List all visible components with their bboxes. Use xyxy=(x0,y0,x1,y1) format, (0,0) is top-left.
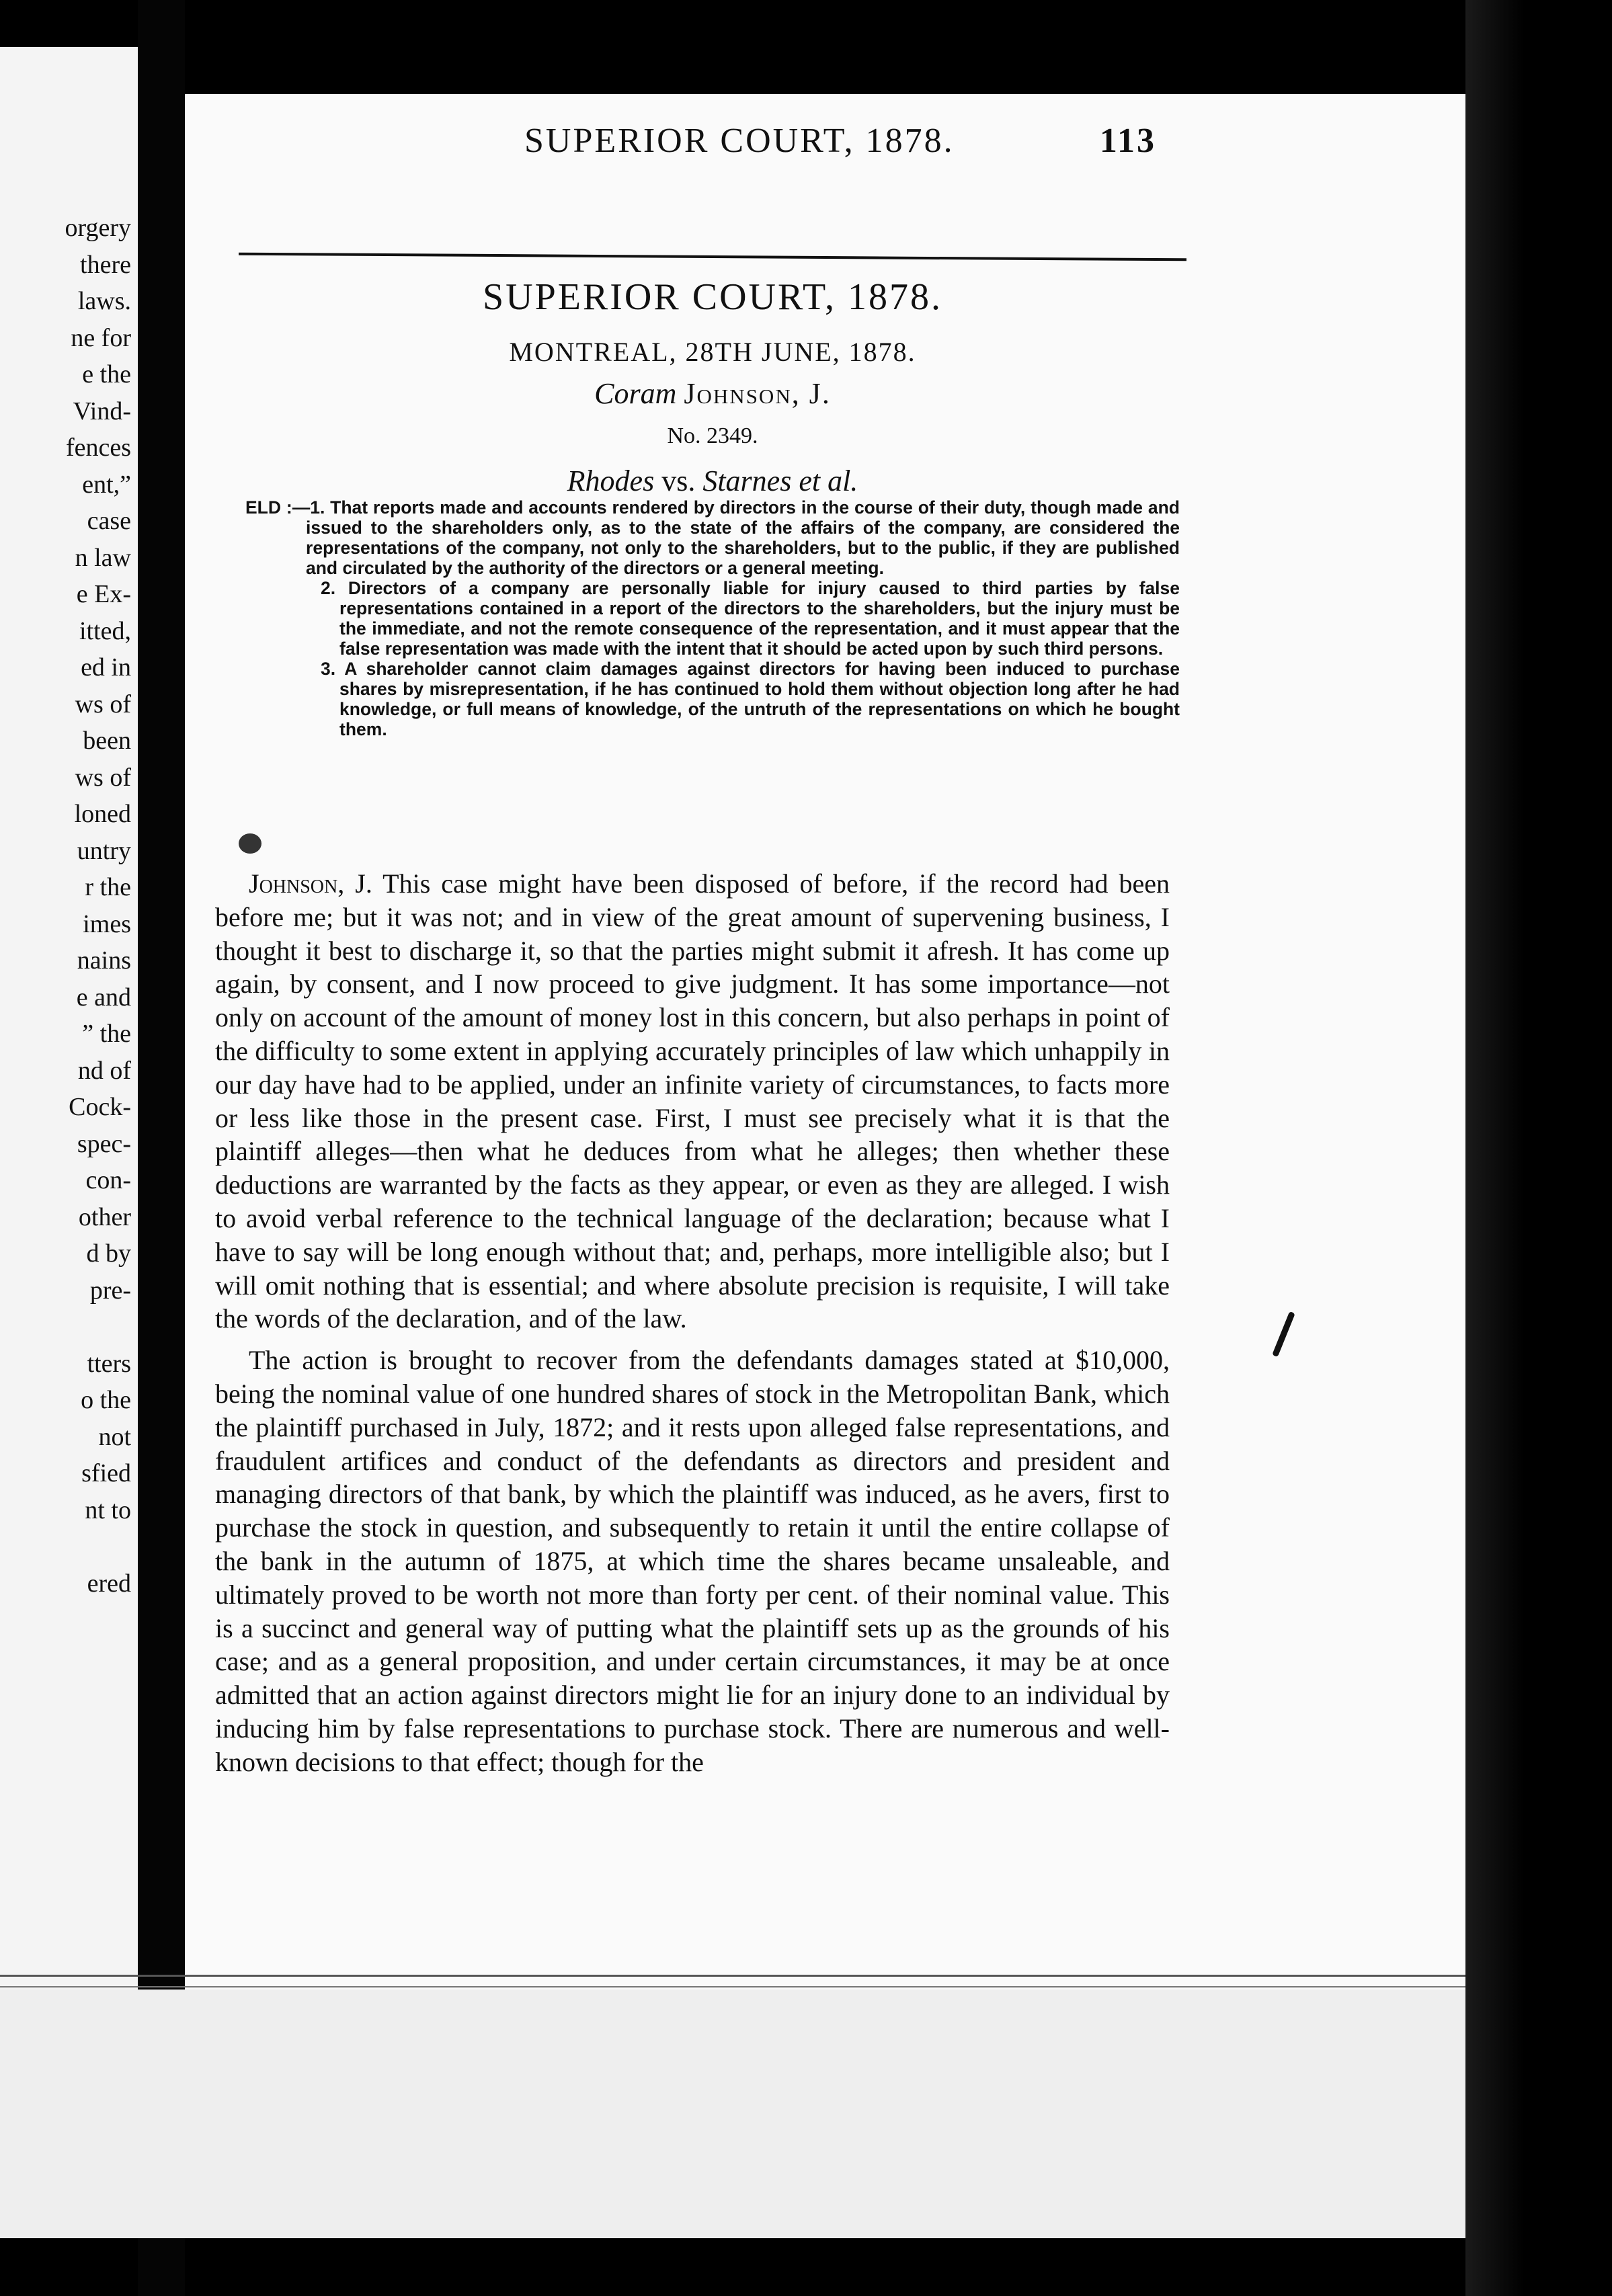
facing-page-text: ent,” xyxy=(82,470,131,499)
facing-page-text: d by xyxy=(86,1239,131,1268)
bottom-rule xyxy=(0,1975,1465,1977)
facing-page-text: e the xyxy=(82,360,131,388)
facing-page-text: pre- xyxy=(89,1276,131,1305)
facing-page-text: fences xyxy=(65,434,131,462)
facing-page-text: Cock- xyxy=(69,1093,131,1121)
facing-page-fragment xyxy=(0,47,138,2218)
facing-page-text: ne for xyxy=(71,323,131,352)
facing-page-text: o the xyxy=(81,1386,131,1414)
headnote-1: ELD :—1. That reports made and accounts rendered by directors in the course of their duty, though made and issued to the shareholders only, as to the state of the affairs of the company, are considered the representations of the company, not only to the shareholders, but to the public, if they are published and circulated by the authority of the directors or a general meeting. xyxy=(245,497,1180,578)
facing-page-text: ” the xyxy=(82,1020,131,1048)
facing-page-text: imes xyxy=(83,909,131,938)
plaintiff-name: Rhodes xyxy=(567,464,655,497)
facing-page-text: orgery xyxy=(65,214,131,242)
facing-page-text: loned xyxy=(74,800,131,828)
facing-page-text: nains xyxy=(77,946,131,975)
facing-page-text: nd of xyxy=(77,1056,131,1085)
running-head xyxy=(336,114,1156,161)
facing-page-text: e and xyxy=(76,983,131,1012)
headnote-2: 2. Directors of a company are personally liable for injury caused to third parties by false representations contained in a report of the directors to the shareholders, but the injury must be the immediate, and not the remote consequence of the representation, and it must appear that the false representation was made with the intent that it should be acted upon by such third persons. xyxy=(321,578,1180,659)
facing-page-text: ered xyxy=(87,1569,131,1598)
facing-page-text: itted, xyxy=(79,616,131,645)
judge-name: Johnson, J. xyxy=(249,868,372,899)
paragraph-2: The action is brought to recover from the defendants damages stated at $10,000, being the nominal value of one hundred shares of stock in the Metropolitan Bank, which the plaintiff purchased in July, 1872; and it rests upon alleged false representations, and fraudulent artifices and conduct of the defendants as directors and president and managing directors of that bank, by which the plaintiff was induced, as he avers, first to purchase the stock in question, and subsequently to retain it until the entire collapse of the bank in the autumn of 1875, at which time the shares became unsaleable, and ultimately proved to be worth not more than forty per cent. of their nominal value. This is a succinct and general way of putting what the plaintiff sets up as the grounds of his case; and as a general proposition, and under certain circumstances, it may be at once admitted that an action against directors might lie for an injury done to an individual by inducing him by false representations to purchase stock. There are numerous and well-known decisions to that effect; though for the xyxy=(215,1345,1170,1777)
defendant-name: Starnes et al. xyxy=(702,464,858,497)
coram-line xyxy=(309,376,1116,411)
facing-page-text: not xyxy=(98,1422,131,1451)
running-title: SUPERIOR COURT, 1878. xyxy=(524,122,955,160)
facing-page-text: case xyxy=(87,507,131,535)
page-edge-shadow xyxy=(1465,0,1612,2296)
facing-page-text: been xyxy=(83,727,131,755)
ink-blot xyxy=(239,833,261,854)
facing-page-text: ws of xyxy=(75,690,131,719)
paragraph-1 xyxy=(215,867,1170,1336)
headnotes xyxy=(245,497,1180,739)
case-number: No. 2349. xyxy=(667,423,758,448)
coram-prefix: Coram xyxy=(594,377,684,410)
book-gutter xyxy=(138,0,185,2296)
facing-page-text: tters xyxy=(87,1349,131,1378)
court-title: SUPERIOR COURT, 1878. xyxy=(482,276,942,318)
facing-page-text: spec- xyxy=(77,1129,131,1158)
facing-page-text: ed in xyxy=(81,653,131,682)
facing-page-text: sfied xyxy=(81,1459,131,1487)
facing-page-text: Vind- xyxy=(73,397,131,425)
facing-page-text: ws of xyxy=(75,763,131,792)
facing-page-text: there xyxy=(80,250,131,279)
versus: vs. xyxy=(654,464,703,497)
paragraph-1-text: This case might have been disposed of before, if the record had been before me; but it was not; and in view of the great amount of supervening business, I thought it best to discharge it, so that the parties might submit it afresh. It has come up again, by consent, and I now proceed to give judgment. It has some importance—not only on account of the amount of money lost in this concern, but also perhaps in point of the difficulty to some extent in applying accurately principles of law which unhappily in our day have had to be applied, under an infinite variety of circumstances, to facts more or less like those in the present case. First, I must see precisely what it is that the plaintiff alleges—then what he deduces from what he alleges; then whether these deductions are warranted by the facts as they appear, or even as they are alleged. I wish to avoid verbal reference to the technical language of the declaration; because what I have to say will be long enough without that; and, perhaps, more intelligible also; but I will omit nothing that is essential; and where absolute precision is requisite, I will take the words of the declaration, and of the law. xyxy=(215,868,1170,1334)
place-date: MONTREAL, 28TH JUNE, 1878. xyxy=(509,337,916,367)
judgment-body xyxy=(215,867,1170,1779)
bottom-rule-2 xyxy=(0,1986,1465,1987)
headnote-3: 3. A shareholder cannot claim damages against directors for having been induced to purchase shares by misrepresentation, if he has continued to hold them without objection long after he had knowledge, or full means of knowledge, of the untruth of the representations on which he bought them. xyxy=(321,659,1180,739)
case-name xyxy=(309,464,1116,498)
coram-judge: Johnson, J. xyxy=(684,377,831,410)
facing-page-text: nt to xyxy=(85,1495,131,1524)
facing-page-text: other xyxy=(78,1202,131,1231)
facing-page-text: untry xyxy=(77,836,131,865)
page-number: 113 xyxy=(1099,122,1156,160)
facing-page-text: n law xyxy=(75,543,131,572)
facing-page-text: con- xyxy=(85,1166,131,1194)
bottom-margin xyxy=(0,1990,1465,2238)
facing-page-text: r the xyxy=(85,873,131,901)
facing-page-text: e Ex- xyxy=(76,580,131,608)
facing-page-text: laws. xyxy=(77,287,131,315)
